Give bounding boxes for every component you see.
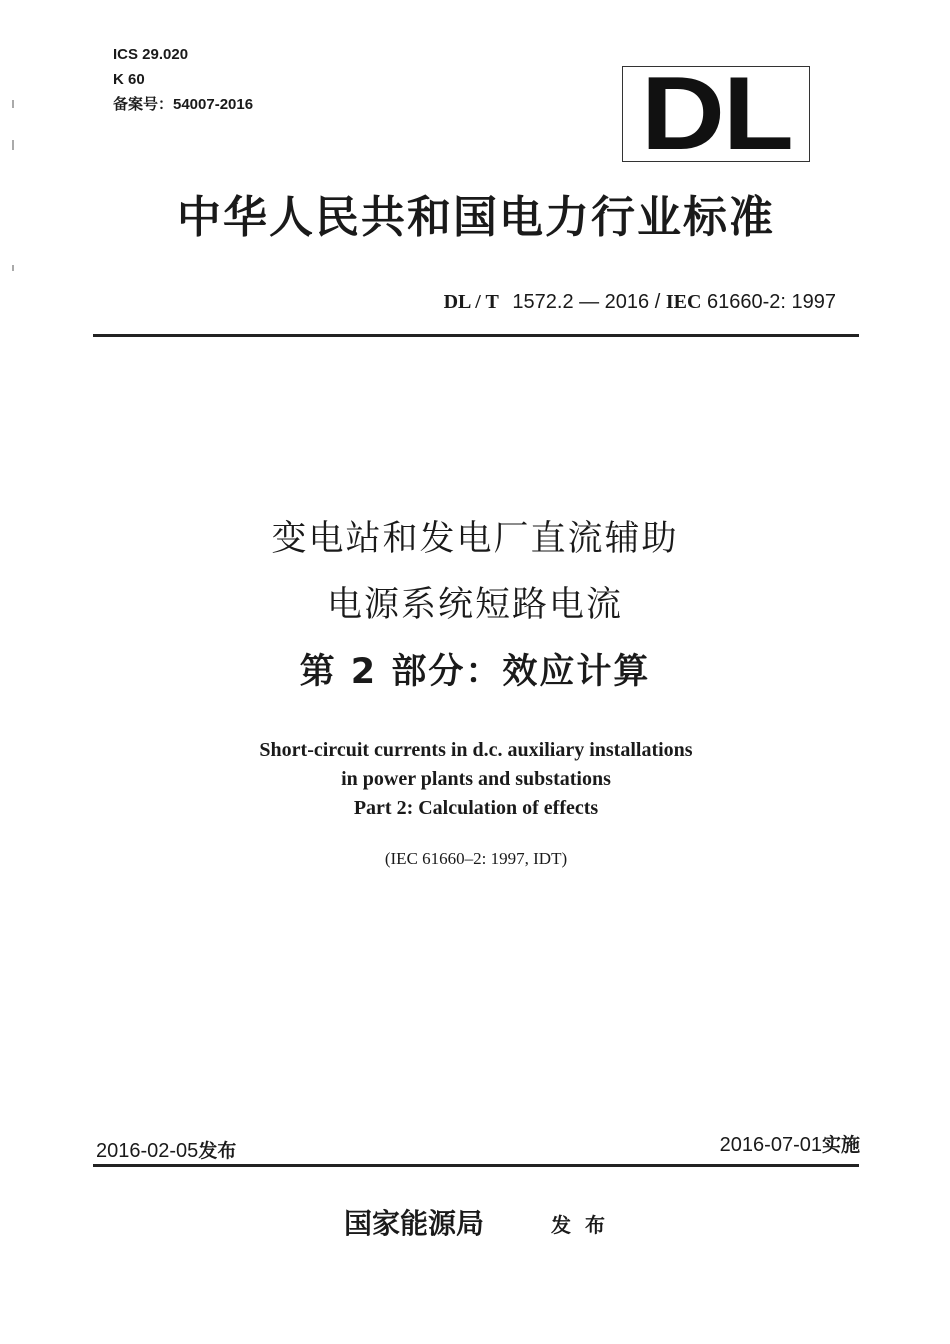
scan-speck bbox=[12, 140, 14, 150]
issuer-name: 国家能源局 bbox=[344, 1207, 485, 1240]
scan-speck bbox=[12, 100, 14, 108]
equivalence-note: (IEC 61660–2: 1997, IDT) bbox=[384, 849, 568, 868]
publish-date bbox=[96, 1138, 236, 1164]
en-title-line-2: in power plants and substations bbox=[341, 768, 611, 790]
dl-logo-text: DL bbox=[640, 56, 792, 172]
publish-date-value: 2016-02-05 bbox=[96, 1140, 199, 1162]
effective-label: 实施 bbox=[821, 1134, 860, 1156]
en-title-line-1: Short-circuit currents in d.c. auxiliary installations bbox=[259, 739, 693, 761]
ccs-code: K 60 bbox=[113, 71, 145, 88]
cn-title-line-1: 变电站和发电厂直流辅助 bbox=[271, 519, 679, 559]
top-divider bbox=[93, 334, 859, 337]
iec-code: 61660-2: 1997 bbox=[706, 291, 836, 313]
en-title-line-3: Part 2: Calculation of effects bbox=[353, 797, 599, 819]
effective-date-value: 2016-07-01 bbox=[719, 1134, 822, 1156]
cn-title-line-2: 电源系统短路电流 bbox=[326, 585, 623, 625]
iec-prefix: IEC bbox=[665, 291, 702, 313]
issue-verb: 发布 bbox=[551, 1213, 619, 1237]
publish-label: 发布 bbox=[198, 1140, 237, 1162]
standard-code: 1572.2 — 2016 / bbox=[512, 291, 666, 313]
standard-prefix: DL / T bbox=[443, 291, 499, 313]
org-title: 中华人民共和国电力行业标准 bbox=[177, 192, 775, 243]
effective-date bbox=[720, 1132, 860, 1158]
cn-title-line-3: 第 2 部分：效应计算 bbox=[299, 652, 651, 692]
standard-number bbox=[444, 289, 836, 315]
dl-logo bbox=[622, 56, 810, 172]
bottom-divider bbox=[93, 1164, 859, 1167]
ics-code: ICS 29.020 bbox=[113, 46, 189, 63]
scan-speck bbox=[12, 265, 14, 271]
filing-number: 备案号：54007-2016 bbox=[113, 96, 254, 113]
